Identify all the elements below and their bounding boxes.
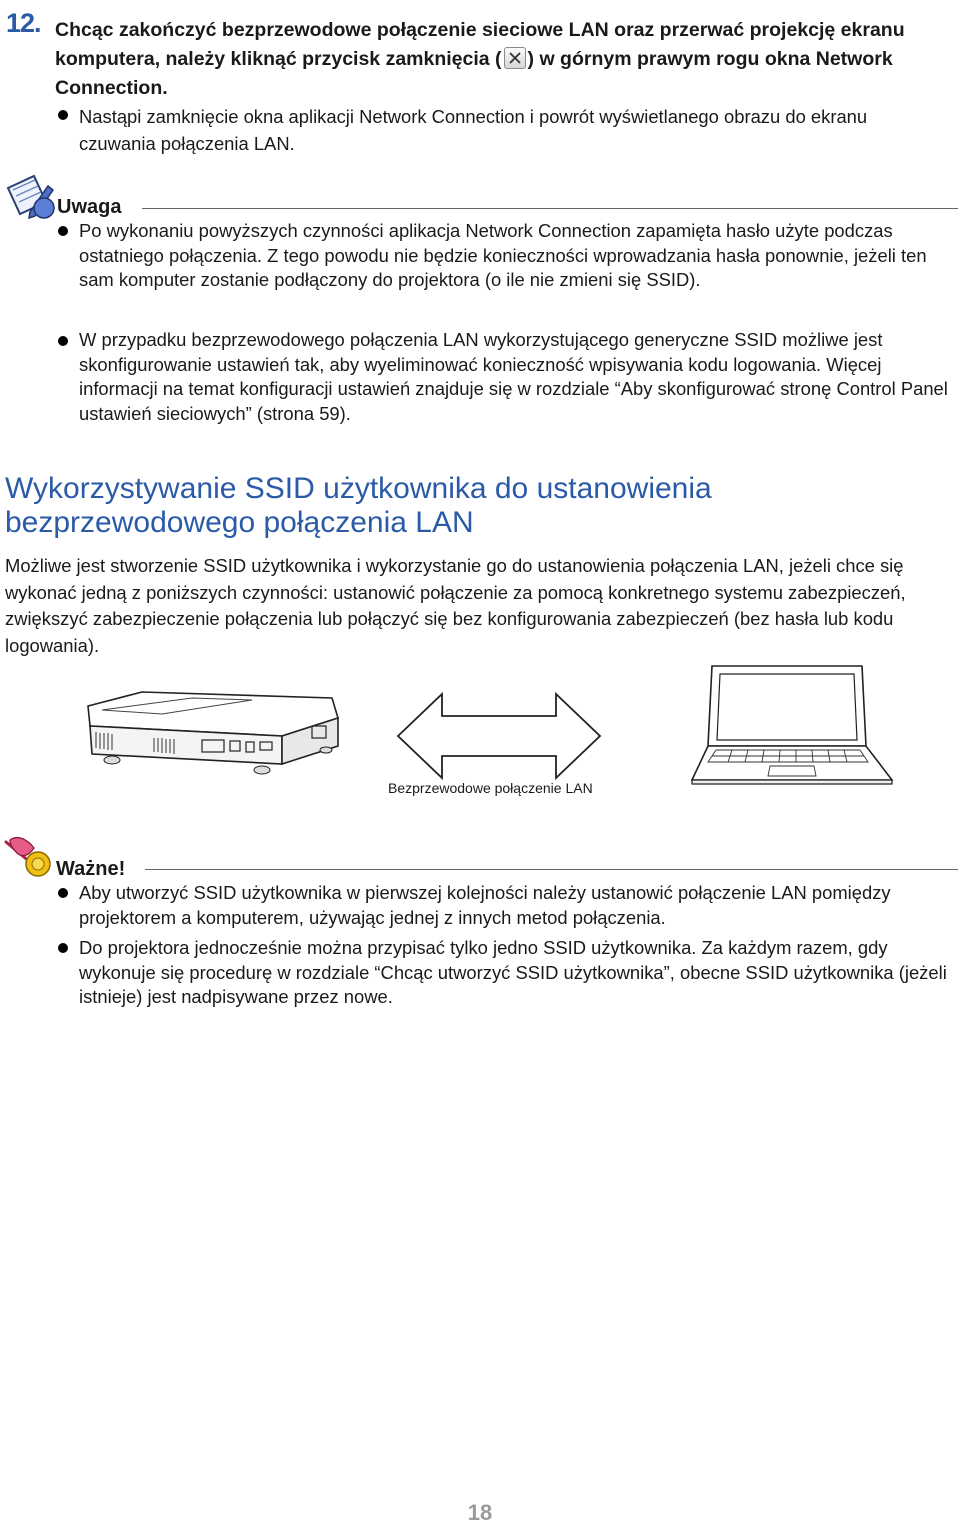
bullet-dot — [58, 110, 68, 120]
important-title: Ważne! — [56, 858, 126, 880]
important-divider — [145, 869, 958, 870]
step-instruction — [55, 16, 955, 103]
illustration-caption: Bezprzewodowe połączenie LAN — [388, 780, 593, 796]
bullet-dot — [58, 226, 68, 236]
page-number: 18 — [467, 1500, 493, 1525]
important-pin-icon — [4, 832, 56, 885]
note-title: Uwaga — [57, 196, 122, 218]
note-divider — [142, 208, 958, 209]
bullet-dot — [58, 336, 68, 346]
note-pencil-icon — [4, 172, 56, 225]
double-arrow-icon — [396, 690, 602, 787]
step-number: 12. — [6, 8, 41, 38]
step-text-after: ) w górnym prawym rogu okna Network Connection. — [55, 48, 893, 99]
important-bullet-1: Aby utworzyć SSID użytkownika w pierwszej kolejności należy ustanowić połączenie LAN pomiędzy projektorem a komputerem, używając jednej z innych metod połączenia. — [79, 882, 891, 928]
bullet-dot — [58, 943, 68, 953]
note-bullet-2: W przypadku bezprzewodowego połączenia LAN wykorzystującego generyczne SSID możliwe jest skonfigurowanie ustawień tak, aby wyeliminować konieczność wpisywania kodu logowania. Więcej informacji na temat konfiguracji ustawień znajduje się w rozdziale “Aby skonfigurować stronę Control Panel ustawień sieciowych” (strona 59). — [79, 329, 948, 424]
bullet-dot — [58, 888, 68, 898]
step-result-text: Nastąpi zamknięcie okna aplikacji Network Connection i powrót wyświetlanego obrazu do ekranu czuwania połączenia LAN. — [79, 106, 868, 154]
important-bullet-2: Do projektora jednocześnie można przypisać tylko jedno SSID użytkownika. Za każdym razem, gdy wykonuje się procedurę w rozdziale “Chcąc utworzyć SSID użytkownika”, obecne SSID użytkownika (jeżeli istnieje) jest nadpisywane przez nowe. — [79, 937, 947, 1007]
close-window-icon — [504, 47, 526, 69]
projector-illustration — [82, 688, 344, 789]
laptop-illustration — [690, 664, 895, 791]
section-title: Wykorzystywanie SSID użytkownika do ustanowienia bezprzewodowego połączenia LAN — [5, 472, 712, 539]
step-text-before: Chcąc zakończyć bezprzewodowe połączenie sieciowe LAN oraz przerwać projekcję ekranu komputera, należy kliknąć przycisk zamknięcia ( — [55, 19, 905, 70]
section-body: Możliwe jest stworzenie SSID użytkownika i wykorzystanie go do ustanowienia połączenia LAN, jeżeli chce się wykonać jedną z poniższych czynności: ustanowić połączenie za pomocą konkretnego systemu zabezpieczeń, zwiększyć zabezpieczenie połączenia lub połączyć się bez konfigurowania zabezpieczeń (bez hasła lub kodu logowania). — [5, 555, 906, 656]
note-bullet-1: Po wykonaniu powyższych czynności aplikacja Network Connection zapamięta hasło użyte podczas ostatniego połączenia. Z tego powodu nie będzie konieczności wprowadzania hasła ponownie, jeżeli ten sam komputer zostanie podłączony do projektora (o ile nie zmieni się SSID). — [79, 220, 927, 290]
